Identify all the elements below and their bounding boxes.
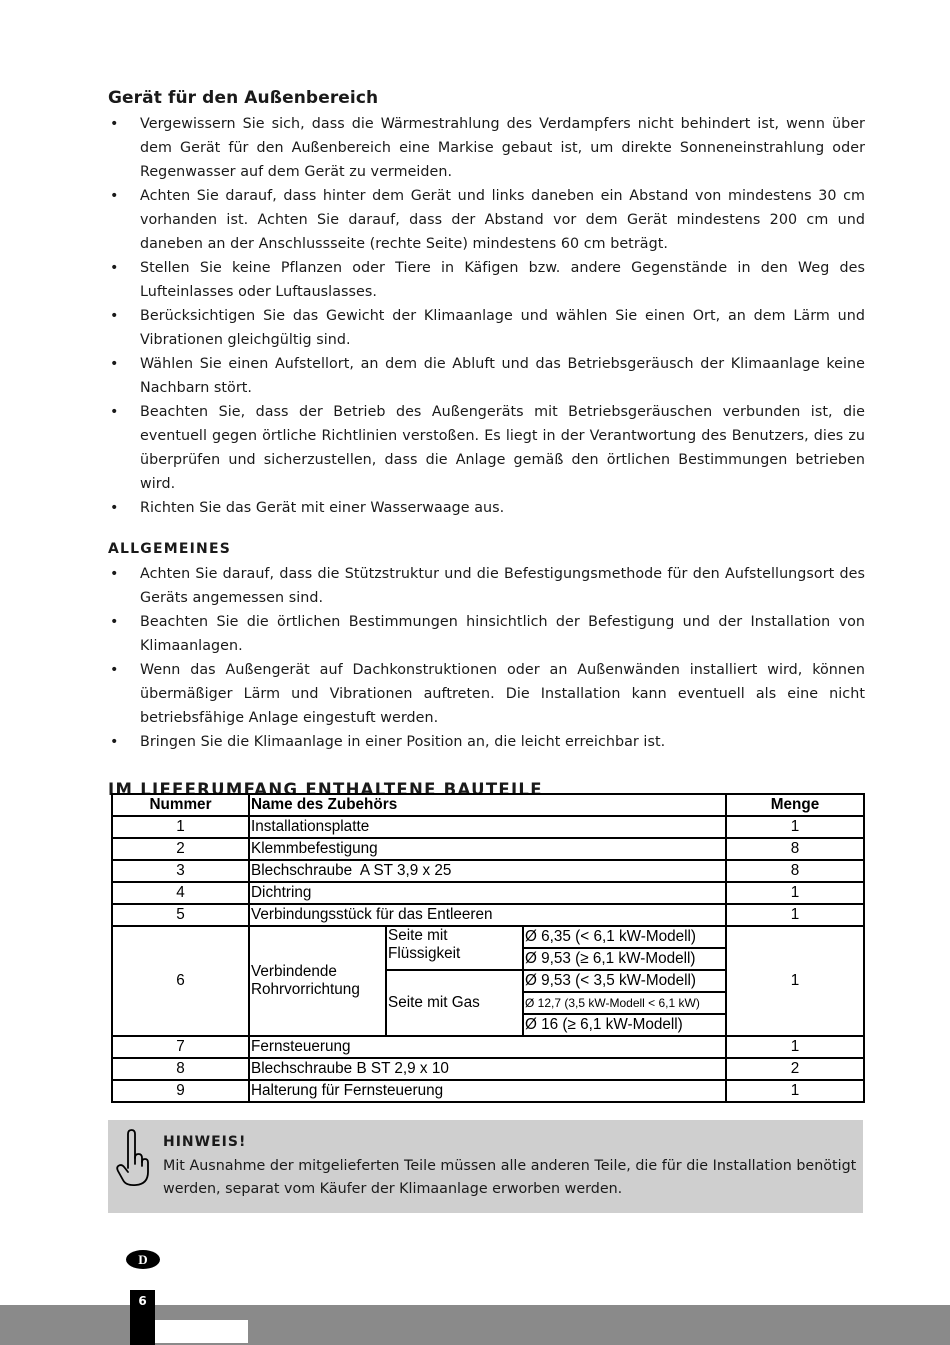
table-row: Ø 12,7 (3,5 kW-Modell < 6,1 kW) [112, 992, 864, 1014]
pointing-hand-icon [114, 1128, 150, 1188]
parts-table [111, 793, 865, 1103]
section-title-outdoor: Gerät für den Außenbereich [108, 88, 379, 108]
table-row: 8 Blechschraube B ST 2,9 x 10 2 [112, 1058, 864, 1080]
footer-strip [155, 1320, 248, 1343]
section-title-general: ALLGEMEINES [108, 541, 231, 557]
list-item: • Beachten Sie, dass der Betrieb des Außengeräts mit Betriebsgeräuschen verbunden ist, die eventuell gegen örtliche Richtlinien verstoßen. Es liegt in der Verantwortung des Benutzers, dies zu überprüfen und sicherzustellen, dass die Anlage gemäß den örtlichen Bestimmungen betrieben wird. [110, 404, 865, 492]
list-item: • Achten Sie darauf, dass hinter dem Gerät und links daneben ein Abstand von mindestens 30 cm vorhanden ist. Achten Sie darauf, dass der Abstand vor dem Gerät mindestens 200 cm und daneben an der Anschlussseite (rechte Seite) mindestens 60 cm beträgt. [110, 188, 865, 252]
outdoor-list [108, 112, 865, 520]
list-item: • Vergewissern Sie sich, dass die Wärmestrahlung des Verdampfers nicht behindert ist, wenn über dem Gerät für den Außenbereich eine Markise gebaut ist, um direkte Sonneneinstrahlung oder Regenwasser auf dem Gerät zu vermeiden. [110, 116, 865, 180]
note-text: Mit Ausnahme der mitgelieferten Teile müssen alle anderen Teile, die für die Installation benötigt werden, separat vom Käufer der Klimaanlage erworben werden. [163, 1158, 857, 1197]
list-item: • Richten Sie das Gerät mit einer Wasserwaage aus. [110, 500, 505, 516]
table-header-row [112, 794, 864, 816]
section-title-parts: IM LIEFERUMFANG ENTHALTENE BAUTEILE [108, 780, 543, 799]
header-number: Nummer [112, 794, 249, 816]
table-row: 2 Klemmbefestigung 8 [112, 838, 864, 860]
table-row: 6 Verbindende Rohrvorrichtung Seite mit Flüssigkeit Ø 6,35 (< 6,1 kW-Modell) 1 [112, 926, 864, 948]
table-row: 5 Verbindungsstück für das Entleeren 1 [112, 904, 864, 926]
list-item: • Stellen Sie keine Pflanzen oder Tiere in Käfigen bzw. andere Gegenstände in den Weg des Lufteinlasses oder Luftauslasses. [110, 260, 865, 300]
table-row: 4 Dichtring 1 [112, 882, 864, 904]
list-item: • Wenn das Außengerät auf Dachkonstruktionen oder an Außenwänden installiert wird, können übermäßiger Lärm und Vibrationen auftreten. Die Installation kann eventuell als eine nicht betriebsfähige Anlage eingestuft werden. [110, 662, 865, 726]
page-number: 6 [130, 1290, 155, 1345]
general-list [108, 562, 865, 754]
table-row: 3 Blechschraube A ST 3,9 x 25 8 [112, 860, 864, 882]
table-row: Seite mit Gas Ø 9,53 (< 3,5 kW-Modell) [112, 970, 864, 992]
table-row: Ø 9,53 (≥ 6,1 kW-Modell) [112, 948, 864, 970]
table-row: 9 Halterung für Fernsteuerung 1 [112, 1080, 864, 1102]
list-item: • Wählen Sie einen Aufstellort, an dem die Abluft und das Betriebsgeräusch der Klimaanlage keine Nachbarn stört. [110, 356, 865, 396]
list-item: • Achten Sie darauf, dass die Stützstruktur und die Befestigungsmethode für den Aufstellungsort des Geräts angemessen sind. [110, 566, 865, 606]
language-badge: D [126, 1250, 160, 1269]
page-content [108, 88, 865, 799]
note-box [108, 1120, 863, 1213]
header-name: Name des Zubehörs [249, 794, 726, 816]
table-row: Ø 16 (≥ 6,1 kW-Modell) [112, 1014, 864, 1036]
list-item: • Beachten Sie die örtlichen Bestimmungen hinsichtlich der Befestigung und der Installation von Klimaanlagen. [110, 614, 865, 654]
list-item: • Berücksichtigen Sie das Gewicht der Klimaanlage und wählen Sie einen Ort, an dem Lärm und Vibrationen gleichgültig sind. [110, 308, 865, 348]
note-title: HINWEIS! [163, 1134, 247, 1150]
table-row: 1 Installationsplatte 1 [112, 816, 864, 838]
table-row: 7 Fernsteuerung 1 [112, 1036, 864, 1058]
list-item: • Bringen Sie die Klimaanlage in einer Position an, die leicht erreichbar ist. [110, 734, 666, 750]
header-qty: Menge [726, 794, 864, 816]
